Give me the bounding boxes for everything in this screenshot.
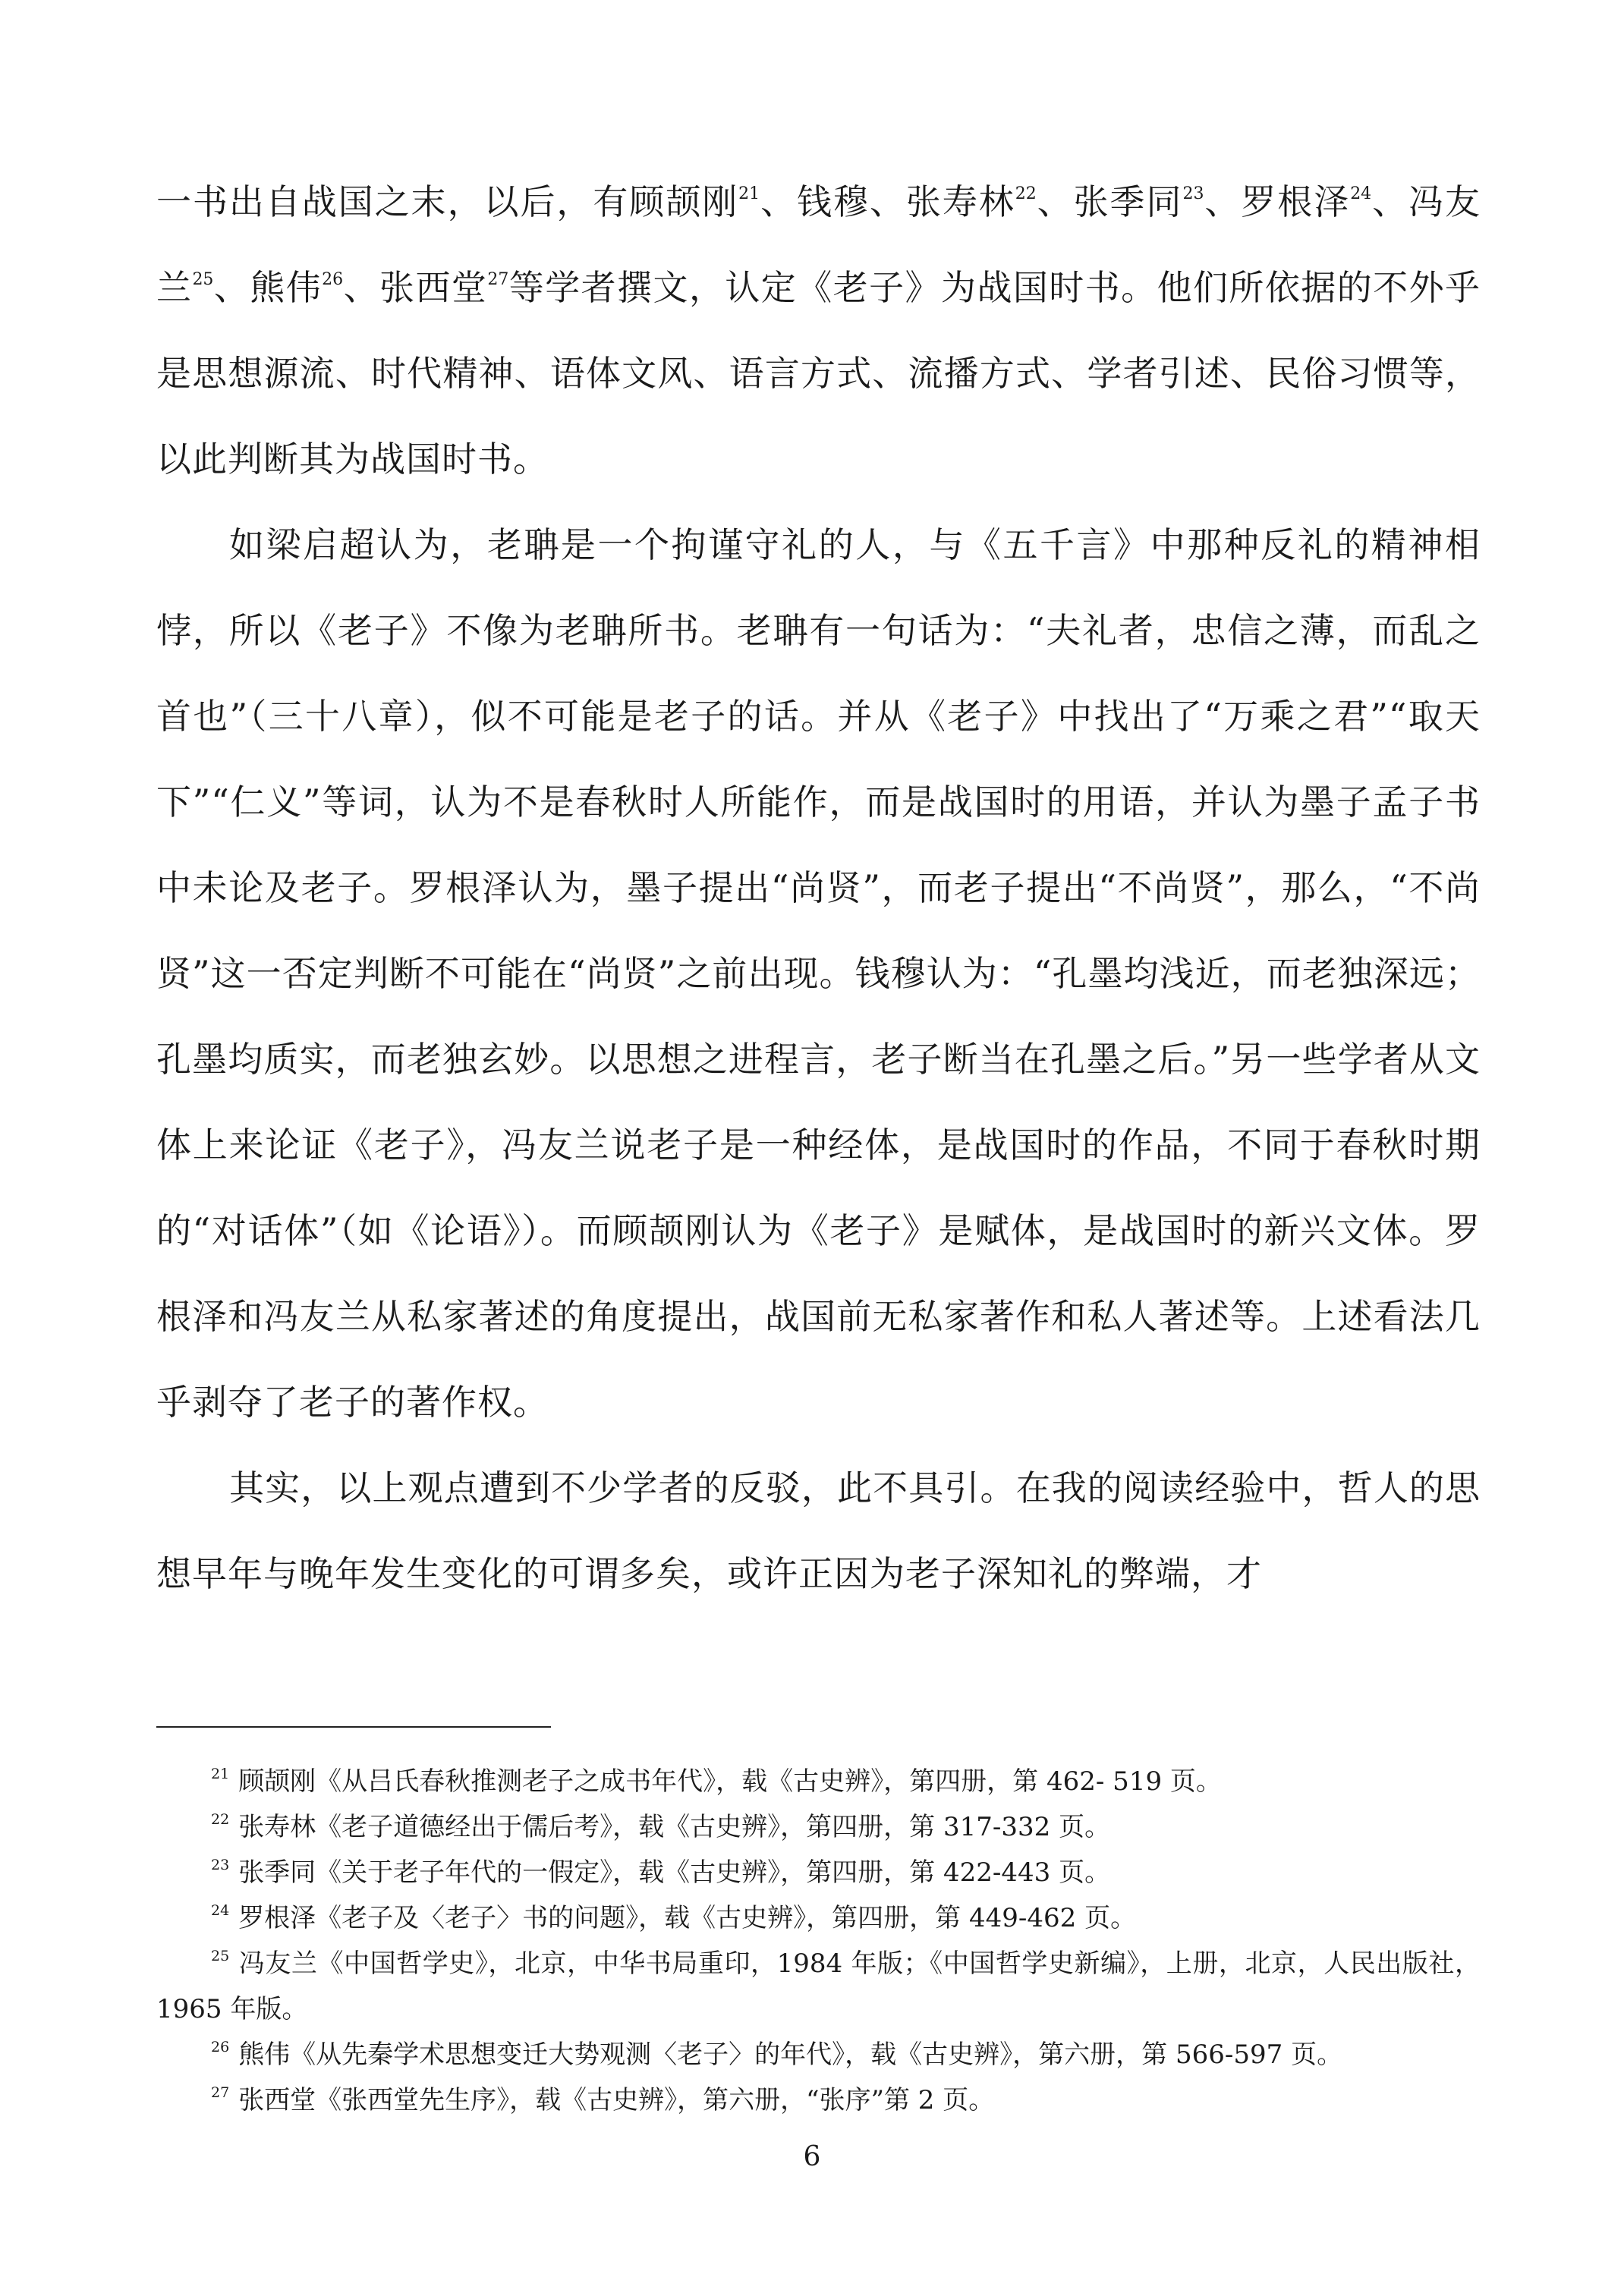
- footnotes-section: [156, 1759, 1481, 2123]
- footnote-item: [156, 2077, 1481, 2123]
- footnote-reference: 23: [1182, 184, 1204, 203]
- paragraph-text: 等学者撰文，认定《老子》为战国时书。他们所依据的不外乎是思想源流、时代精神、语体文风、语言方式、流播方式、学者引述、民俗习惯等，以此判断其为战国时书。: [156, 267, 1481, 480]
- main-body-text: [156, 159, 1481, 1617]
- footnote-number: 24: [211, 1902, 230, 1919]
- footnote-item: [156, 1895, 1481, 1941]
- footnote-reference: 21: [738, 184, 760, 203]
- footnote-text: 张季同《关于老子年代的一假定》，载《古史辨》，第四册，第 422-443 页。: [238, 1857, 1111, 1888]
- footnote-text: 熊伟《从先秦学术思想变迁大势观测〈老子〉的年代》，载《古史辨》，第六册，第 566-597 页。: [238, 2040, 1343, 2070]
- footnote-item: [156, 1850, 1481, 1895]
- footnote-item: [156, 1804, 1481, 1850]
- footnote-item: [156, 2032, 1481, 2077]
- footnote-text: 张寿林《老子道德经出于儒后考》，载《古史辨》，第四册，第 317-332 页。: [238, 1812, 1111, 1842]
- footnote-number: 21: [211, 1766, 230, 1782]
- footnote-item: [156, 1941, 1481, 2032]
- body-paragraph: [156, 1445, 1481, 1617]
- footnote-reference: 25: [192, 270, 214, 289]
- paragraph-text: 其实，以上观点遭到不少学者的反驳，此不具引。在我的阅读经验中，哲人的思想早年与晚年发生变化的可谓多矣，或许正因为老子深知礼的弊端，才: [156, 1467, 1481, 1594]
- footnote-number: 22: [211, 1811, 230, 1828]
- footnote-reference: 26: [322, 270, 344, 289]
- paragraph-text: 、冯友兰: [156, 181, 1481, 308]
- footnote-number: 27: [211, 2084, 230, 2101]
- paragraph-text: 、张西堂: [343, 267, 488, 308]
- footnote-separator: [156, 1726, 551, 1728]
- paragraph-text: 、罗根泽: [1204, 181, 1351, 222]
- footnote-text: 冯友兰《中国哲学史》，北京，中华书局重印，1984 年版；《中国哲学史新编》，上册，北京，人民出版社，1965 年版。: [156, 1948, 1481, 2024]
- paragraph-text: 如梁启超认为，老聃是一个拘谨守礼的人，与《五千言》中那种反礼的精神相悖，所以《老子》不像为老聃所书。老聃有一句话为：“夫礼者，忠信之薄，而乱之首也”（三十八章），似不可能是老子的话。并从《老子》中找出了“万乘之君”“取天下”“仁义”等词，认为不是春秋时人所能作，而是战国时的用语，并认为墨子孟子书中未论及老子。罗根泽认为，墨子提出“尚贤”，而老子提出“不尚贤”，那么，“不尚贤”这一否定判断不可能在“尚贤”之前出现。钱穆认为：“孔墨均浅近，而老独深远；孔墨均质实，而老独玄妙。以思想之进程言，老子断当在孔墨之后。”另一些学者从文体上来论证《老子》，冯友兰说老子是一种经体，是战国时的作品，不同于春秋时期的“对话体”（如《论语》）。而顾颉刚认为《老子》是赋体，是战国时的新兴文体。罗根泽和冯友兰从私家著述的角度提出，战国前无私家著作和私人著述等。上述看法几乎剥夺了老子的著作权。: [156, 524, 1481, 1423]
- paragraph-text: 一书出自战国之末，以后，有顾颉刚: [156, 181, 739, 222]
- footnote-text: 罗根泽《老子及〈老子〉书的问题》，载《古史辨》，第四册，第 449-462 页。: [238, 1903, 1137, 1933]
- footnote-number: 25: [211, 1948, 230, 1964]
- footnote-text: 顾颉刚《从吕氏春秋推测老子之成书年代》，载《古史辨》，第四册，第 462- 519 页。: [238, 1766, 1222, 1797]
- footnote-reference: 24: [1350, 184, 1372, 203]
- page-number: 6: [803, 2141, 821, 2172]
- paragraph-text: 、张季同: [1036, 181, 1183, 222]
- body-paragraph: [156, 159, 1481, 502]
- footnote-number: 26: [211, 2039, 230, 2055]
- footnote-item: [156, 1759, 1481, 1804]
- paragraph-text: 、熊伟: [213, 267, 323, 308]
- footnote-reference: 22: [1015, 184, 1037, 203]
- footnote-text: 张西堂《张西堂先生序》，载《古史辨》，第六册，“张序”第 2 页。: [238, 2085, 995, 2115]
- body-paragraph: [156, 502, 1481, 1445]
- paragraph-text: 、钱穆、张寿林: [760, 181, 1015, 222]
- footnote-number: 23: [211, 1857, 230, 1873]
- footnote-reference: 27: [487, 270, 509, 289]
